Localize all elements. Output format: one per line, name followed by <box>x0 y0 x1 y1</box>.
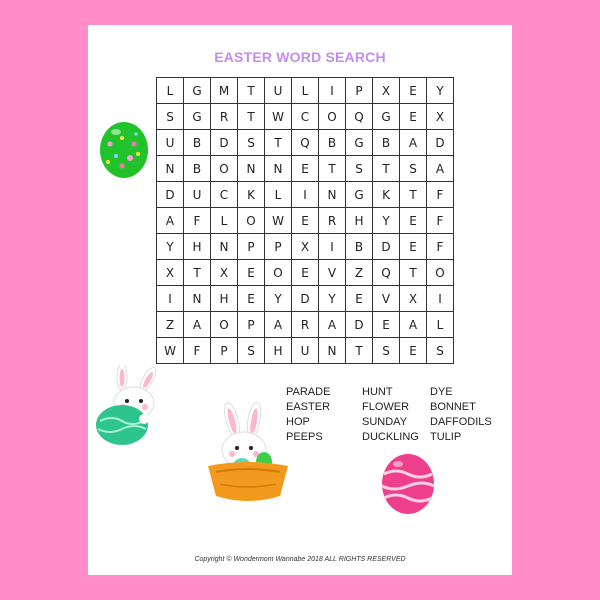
grid-cell: X <box>427 104 454 130</box>
grid-cell: R <box>319 208 346 234</box>
grid-cell: W <box>265 104 292 130</box>
grid-cell: P <box>211 338 238 364</box>
grid-cell: X <box>373 78 400 104</box>
grid-cell: U <box>265 78 292 104</box>
grid-cell: F <box>184 338 211 364</box>
grid-cell: P <box>238 312 265 338</box>
grid-cell: Q <box>346 104 373 130</box>
grid-cell: G <box>346 130 373 156</box>
grid-cell: T <box>400 260 427 286</box>
grid-cell: I <box>319 78 346 104</box>
word-list-item: FLOWER <box>362 401 410 413</box>
grid-cell: I <box>157 286 184 312</box>
grid-cell: A <box>265 312 292 338</box>
pink-egg-icon <box>380 450 436 516</box>
grid-cell: P <box>265 234 292 260</box>
grid-cell: X <box>292 234 319 260</box>
grid-cell: Z <box>157 312 184 338</box>
grid-cell: K <box>373 182 400 208</box>
grid-cell: T <box>346 338 373 364</box>
grid-cell: A <box>400 130 427 156</box>
grid-cell: E <box>346 286 373 312</box>
grid-cell: D <box>292 286 319 312</box>
grid-cell: L <box>292 78 319 104</box>
grid-cell: U <box>184 182 211 208</box>
grid-cell: E <box>400 208 427 234</box>
grid-row <box>157 234 454 260</box>
grid-cell: H <box>346 208 373 234</box>
grid-row <box>157 312 454 338</box>
grid-cell: F <box>427 182 454 208</box>
grid-row <box>157 182 454 208</box>
grid-cell: I <box>292 182 319 208</box>
grid-row <box>157 130 454 156</box>
grid-cell: N <box>319 182 346 208</box>
grid-cell: T <box>238 78 265 104</box>
grid-cell: G <box>373 104 400 130</box>
grid-cell: E <box>292 208 319 234</box>
grid-cell: A <box>184 312 211 338</box>
grid-cell: S <box>346 156 373 182</box>
grid-cell: E <box>238 260 265 286</box>
grid-cell: R <box>211 104 238 130</box>
grid-cell: A <box>319 312 346 338</box>
grid-cell: G <box>184 104 211 130</box>
grid-cell: Z <box>346 260 373 286</box>
grid-cell: L <box>265 182 292 208</box>
grid-cell: E <box>400 234 427 260</box>
grid-cell: L <box>427 312 454 338</box>
grid-cell: Y <box>265 286 292 312</box>
grid-cell: Y <box>427 78 454 104</box>
word-list-item: PARADE <box>286 386 331 398</box>
grid-cell: S <box>400 156 427 182</box>
grid-cell: I <box>427 286 454 312</box>
word-list-item: EASTER <box>286 401 331 413</box>
grid-cell: S <box>238 130 265 156</box>
grid-cell: C <box>211 182 238 208</box>
grid-cell: Y <box>157 234 184 260</box>
grid-row <box>157 286 454 312</box>
grid-cell: C <box>292 104 319 130</box>
grid-cell: H <box>184 234 211 260</box>
grid-cell: T <box>265 130 292 156</box>
worksheet-page <box>88 25 512 575</box>
word-list-item: SUNDAY <box>362 416 408 428</box>
word-list-item: HUNT <box>362 386 393 398</box>
grid-cell: D <box>157 182 184 208</box>
grid-cell: N <box>238 156 265 182</box>
grid-cell: H <box>265 338 292 364</box>
grid-cell: Q <box>292 130 319 156</box>
grid-cell: O <box>238 208 265 234</box>
grid-cell: T <box>373 156 400 182</box>
word-list-column-3 <box>430 385 492 445</box>
grid-cell: B <box>373 130 400 156</box>
page-title: EASTER WORD SEARCH <box>214 49 386 65</box>
grid-cell: W <box>265 208 292 234</box>
grid-cell: N <box>157 156 184 182</box>
grid-cell: F <box>427 208 454 234</box>
grid-cell: N <box>211 234 238 260</box>
grid-cell: P <box>346 78 373 104</box>
grid-cell: W <box>157 338 184 364</box>
word-list-item: DAFFODILS <box>430 416 492 428</box>
grid-cell: L <box>157 78 184 104</box>
grid-cell: O <box>211 156 238 182</box>
word-list-item: HOP <box>286 416 310 428</box>
grid-cell: S <box>427 338 454 364</box>
grid-cell: M <box>211 78 238 104</box>
grid-cell: O <box>319 104 346 130</box>
grid-cell: E <box>400 338 427 364</box>
grid-cell: E <box>373 312 400 338</box>
grid-cell: T <box>238 104 265 130</box>
grid-cell: B <box>184 156 211 182</box>
grid-cell: R <box>292 312 319 338</box>
grid-cell: Q <box>373 260 400 286</box>
grid-cell: L <box>211 208 238 234</box>
word-list-item: TULIP <box>430 431 462 443</box>
grid-cell: D <box>211 130 238 156</box>
word-list-item: DUCKLING <box>362 431 419 443</box>
word-list-column-2 <box>362 385 419 445</box>
grid-row <box>157 104 454 130</box>
bunny-in-basket-icon <box>202 400 294 508</box>
grid-cell: O <box>427 260 454 286</box>
grid-cell: V <box>319 260 346 286</box>
grid-cell: D <box>373 234 400 260</box>
word-list-item: DYE <box>430 386 453 398</box>
grid-row <box>157 338 454 364</box>
grid-cell: N <box>265 156 292 182</box>
grid-cell: X <box>400 286 427 312</box>
grid-row <box>157 156 454 182</box>
grid-cell: Y <box>319 286 346 312</box>
copyright-text: Copyright © Wondermom Wannabe 2018 ALL RIGHTS RESERVED <box>194 556 406 563</box>
green-egg-icon <box>96 118 152 180</box>
grid-cell: E <box>292 156 319 182</box>
grid-cell: G <box>346 182 373 208</box>
grid-cell: K <box>238 182 265 208</box>
grid-cell: N <box>319 338 346 364</box>
grid-cell: G <box>184 78 211 104</box>
grid-cell: X <box>211 260 238 286</box>
grid-cell: A <box>427 156 454 182</box>
grid-cell: U <box>292 338 319 364</box>
grid-cell: E <box>292 260 319 286</box>
grid-cell: A <box>157 208 184 234</box>
grid-cell: P <box>238 234 265 260</box>
grid-cell: F <box>427 234 454 260</box>
grid-cell: X <box>157 260 184 286</box>
grid-cell: T <box>319 156 346 182</box>
grid-cell: S <box>238 338 265 364</box>
grid-cell: H <box>211 286 238 312</box>
grid-cell: E <box>400 78 427 104</box>
grid-cell: E <box>400 104 427 130</box>
grid-cell: B <box>346 234 373 260</box>
grid-cell: D <box>346 312 373 338</box>
word-list-item: BONNET <box>430 401 476 413</box>
grid-cell: T <box>400 182 427 208</box>
word-search-grid <box>156 77 454 364</box>
grid-cell: A <box>400 312 427 338</box>
grid-cell: B <box>184 130 211 156</box>
grid-cell: T <box>184 260 211 286</box>
grid-cell: V <box>373 286 400 312</box>
grid-cell: Y <box>373 208 400 234</box>
grid-cell: O <box>211 312 238 338</box>
grid-cell: S <box>157 104 184 130</box>
grid-row <box>157 260 454 286</box>
grid-cell: I <box>319 234 346 260</box>
grid-cell: F <box>184 208 211 234</box>
bunny-in-egg-icon <box>92 365 172 447</box>
grid-cell: O <box>265 260 292 286</box>
grid-row <box>157 208 454 234</box>
grid-cell: U <box>157 130 184 156</box>
word-list-item: PEEPS <box>286 431 323 443</box>
grid-row <box>157 78 454 104</box>
grid-cell: D <box>427 130 454 156</box>
grid-cell: S <box>373 338 400 364</box>
grid-cell: B <box>319 130 346 156</box>
grid-cell: E <box>238 286 265 312</box>
grid-cell: N <box>184 286 211 312</box>
